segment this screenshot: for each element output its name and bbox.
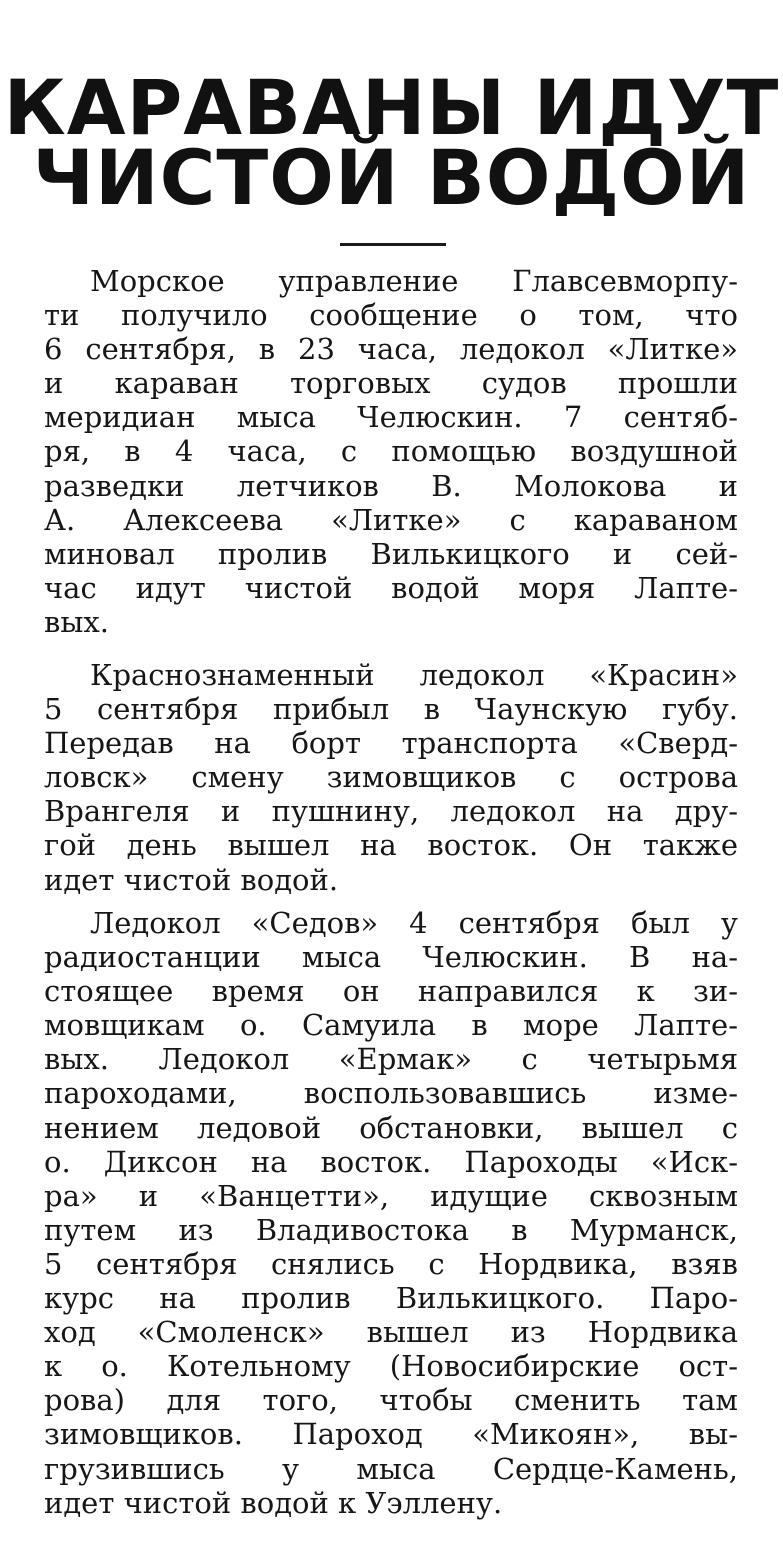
text-line: ход «Смоленск» вышел из Нордвика [44,1315,738,1350]
text-line: А. Алексеева «Литке» с караваном [44,502,738,537]
text-line: идет чистой водой к Уэллену. [44,1485,503,1520]
text-line: 5 сентября снялись с Нордвика, взяв [44,1246,738,1281]
text-line: 5 сентября прибыл в Чаунскую губу. [44,692,738,727]
text-line: нением ледовой обстановки, вышел с [44,1110,738,1145]
text-line: о. Диксон на восток. Пароходы «Иск- [44,1144,738,1179]
text-line: ра» и «Ванцетти», идущие сквозным [44,1178,738,1213]
paragraph-2 [44,658,738,897]
text-line: вых. [44,604,109,639]
text-line: пароходами, воспользовавшись изме- [44,1076,738,1111]
text-line: вых. Ледокол «Ермак» с четырьмя [44,1042,738,1077]
text-line: рова) для того, чтобы сменить там [44,1383,738,1418]
text-line: миновал пролив Вилькицкого и сей- [44,536,738,571]
text-line: мовщикам о. Самуила в море Лапте- [44,1008,738,1043]
text-line: к о. Котельному (Новосибирские ост- [44,1349,738,1384]
text-line: стоящее время он направился к зи- [44,974,738,1009]
text-line: Ледокол «Седов» 4 сентября был у [90,906,738,940]
text-line: идет чистой водой. [44,862,339,897]
text-line: Передав на борт транспорта «Сверд- [44,726,738,761]
text-line: меридиан мыса Челюскин. 7 сентяб- [44,400,738,435]
text-line: 6 сентября, в 23 часа, ледокол «Литке» [44,332,738,367]
text-line: грузившись у мыса Сердце-Камень, [44,1451,738,1486]
text-line: ловск» смену зимовщиков с острова [44,760,738,795]
text-line: радиостанции мыса Челюскин. В на- [44,940,738,975]
text-line: зимовщиков. Пароход «Микоян», вы- [44,1417,738,1452]
text-line: Краснознаменный ледокол «Красин» [90,658,738,692]
text-line: ти получило сообщение о том, что [44,298,738,333]
text-line: путем из Владивостока в Мурманск, [44,1212,738,1247]
headline-divider [340,243,446,246]
paragraph-3 [44,906,738,1520]
text-line: Врангеля и пушнину, ледокол на дру- [44,794,738,829]
text-line: гой день вышел на восток. Он также [44,828,738,863]
headline-line-2: ЧИСТОЙ ВОДОЙ [32,133,751,222]
headline-line-1: КАРАВАНЫ ИДУТ [3,63,780,152]
text-line: и караван торговых судов прошли [44,366,738,401]
text-line: разведки летчиков В. Молокова и [44,468,738,503]
text-line: ря, в 4 часа, с помощью воздушной [44,434,738,469]
paragraph-1 [44,264,738,639]
text-line: Морское управление Главсевморпу- [90,264,738,298]
text-line: час идут чистой водой моря Лапте- [44,570,738,605]
text-line: курс на пролив Вилькицкого. Паро- [44,1281,738,1316]
